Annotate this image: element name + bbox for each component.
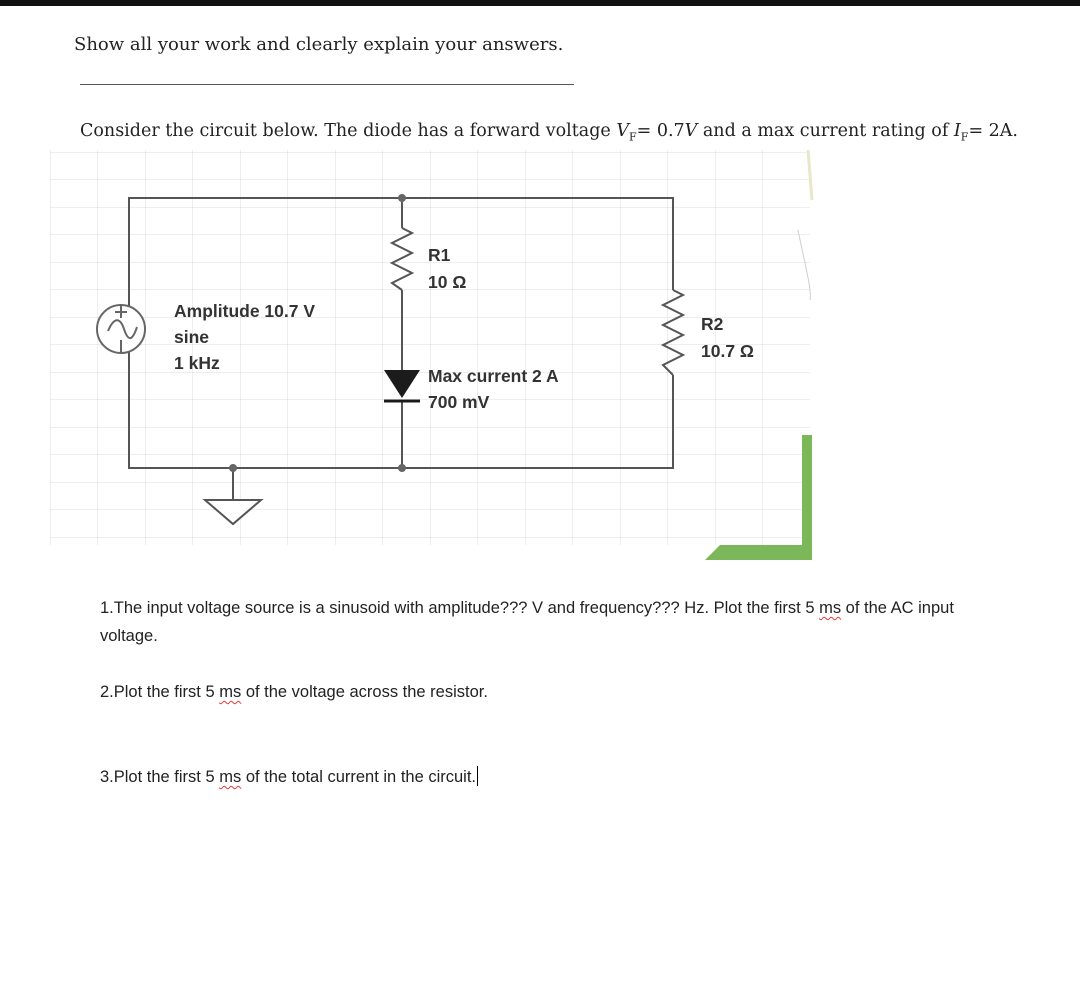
r2-value-label: 10.7 Ω	[701, 341, 754, 361]
r2-name-label: R2	[701, 314, 724, 334]
question-1	[100, 594, 1000, 650]
vf-subscript: F	[628, 130, 637, 144]
r1-value-label: 10 Ω	[428, 272, 467, 292]
vf-symbol: V	[616, 121, 629, 141]
if-subscript: F	[960, 130, 969, 144]
question-text: of the voltage across the resistor.	[241, 683, 488, 701]
circuit-diagram	[0, 140, 830, 570]
answer-line	[80, 84, 574, 85]
if-symbol: I	[953, 121, 961, 141]
vf-value: = 0.7	[636, 121, 685, 141]
intro-prefix: Consider the circuit below. The diode has a forward voltage	[80, 121, 617, 141]
source-amplitude-label: Amplitude 10.7 V	[174, 301, 316, 321]
question-3[interactable]	[100, 763, 478, 791]
grid-background	[50, 150, 810, 545]
question-number: 1.	[100, 599, 114, 617]
question-number: 2.	[100, 683, 114, 701]
junction-ground	[229, 464, 237, 472]
question-2	[100, 678, 488, 706]
question-text: The input voltage source is a sinusoid with amplitude??? V and frequency??? Hz. Plot the first 5	[113, 599, 820, 617]
r1-name-label: R1	[428, 245, 451, 265]
question-text: of the AC input voltage.	[100, 599, 954, 645]
source-frequency-label: 1 kHz	[174, 353, 220, 373]
instructions-text: Show all your work and clearly explain your answers.	[74, 34, 564, 55]
ac-source-symbol	[97, 305, 145, 353]
question-text: Plot the first 5	[113, 683, 220, 701]
text-cursor	[477, 766, 478, 786]
spellcheck-word: ms	[219, 768, 242, 786]
if-value: = 2A.	[968, 121, 1018, 141]
junction-top	[398, 194, 406, 202]
source-waveform-label: sine	[174, 327, 210, 347]
question-number: 3.	[100, 768, 114, 786]
question-text: of the total current in the circuit.	[241, 768, 477, 786]
question-text: Plot the first 5	[113, 768, 220, 786]
junction-bottom-mid	[398, 464, 406, 472]
intro-mid: and a max current rating of	[697, 121, 954, 141]
diode-current-label: Max current 2 A	[428, 366, 559, 386]
top-bar	[0, 0, 1080, 6]
diode-voltage-label: 700 mV	[428, 392, 490, 412]
vf-unit: V	[684, 121, 698, 141]
spellcheck-word: ms	[219, 683, 242, 701]
spellcheck-word: ms	[819, 599, 842, 617]
